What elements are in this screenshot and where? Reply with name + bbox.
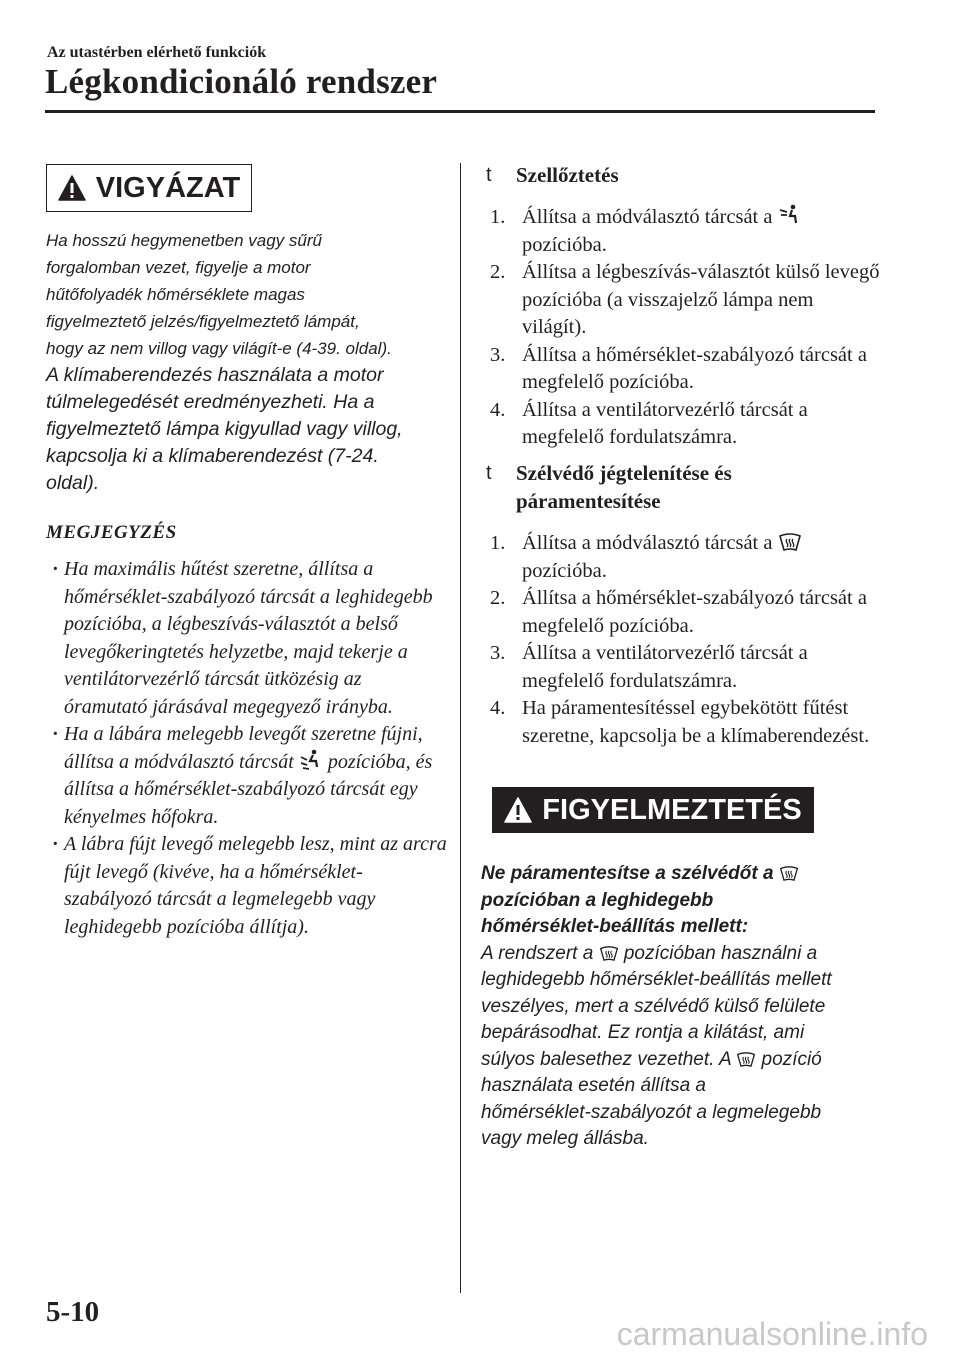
warning-line: leghidegebb hőmérséklet-beállítás mellett — [481, 969, 832, 990]
step-text: Állítsa a hőmérséklet-szabályozó tárcsát a megfelelő pozícióba. — [522, 343, 867, 393]
step-item — [486, 695, 881, 750]
column-divider — [460, 163, 461, 1293]
step-text: Állítsa a módválasztó tárcsát a — [522, 532, 773, 554]
caution-text — [46, 227, 446, 497]
defrost-steps — [486, 530, 881, 750]
ventilation-title: Szellőztetés — [516, 163, 619, 187]
warning-span: súlyos balesethez vezethet. A — [481, 1048, 731, 1070]
note-text: Ha maximális hűtést szeretne, állítsa a hőmérséklet-szabályozó tárcsát a leghidegebb pozícióba, a légbeszívás-választót a belső levegőkeringtetés helyzetbe, majd tekerje a ventilátorvezérlő tárcsát ütközésig az óramutató járásával megegyező irányba. — [64, 558, 433, 718]
warning-triangle-icon — [504, 797, 532, 823]
windshield-defrost-icon — [599, 945, 619, 962]
step-item — [486, 585, 881, 640]
warning-line — [481, 1047, 891, 1074]
step-text: Állítsa a légbeszívás-választót külső levegő pozícióba (a visszajelző lámpa nem világít). — [522, 261, 880, 338]
ventilation-steps — [486, 204, 881, 452]
note-heading: MEGJEGYZÉS — [46, 522, 177, 543]
step-item — [486, 640, 881, 695]
windshield-defrost-icon — [779, 865, 799, 882]
caution-line: figyelmeztető lámpa kigyullad vagy villog, — [46, 418, 403, 440]
warning-label: FIGYELMEZTETÉS — [542, 793, 802, 826]
step-text: pozícióba. — [522, 233, 607, 256]
warning-line: hőmérséklet-szabályozót a legmelegebb — [481, 1101, 822, 1123]
warning-line: használata esetén állítsa a — [481, 1075, 706, 1096]
caution-line: A klímaberendezés használata a motor — [46, 364, 384, 386]
warning-banner — [492, 787, 814, 833]
warning-span: A rendszert a — [481, 942, 594, 964]
step-number: 4. — [490, 697, 506, 719]
warning-line: veszélyes, mert a szélvédő külső felülete — [481, 995, 826, 1017]
face-vent-mode-icon — [778, 204, 800, 226]
header-divider — [45, 110, 875, 113]
note-text: Ha a lábára melegebb levegőt szeretne fújni, állítsa a módválasztó tárcsát — [64, 723, 423, 773]
floor-vent-mode-icon — [299, 749, 323, 771]
page-title: Légkondicionáló rendszer — [45, 62, 438, 101]
defrost-title-line: Szélvédő jégtelenítése és — [516, 461, 732, 485]
step-text: Állítsa a ventilátorvezérlő tárcsát a megfelelő fordulatszámra. — [522, 398, 808, 448]
caution-line: oldal). — [46, 472, 100, 494]
note-text: pozícióba, és állítsa a hőmérséklet-szabályozó tárcsát egy kényelmes hőfokra. — [64, 750, 433, 828]
step-text: Állítsa a ventilátorvezérlő tárcsát a megfelelő fordulatszámra. — [522, 642, 808, 692]
caution-banner — [46, 164, 252, 212]
section-marker: t — [486, 164, 492, 186]
step-text: Ha páramentesítéssel egybekötött fűtést szeretne, kapcsolja be a klímaberendezést. — [522, 697, 870, 747]
caution-line: Ha hosszú hegymenetben vagy sűrű — [46, 231, 322, 250]
ventilation-heading — [486, 161, 619, 189]
caution-line: hogy az nem villog vagy világít-e (4-39. oldal). — [46, 339, 392, 358]
caution-line: figyelmeztető jelzés/figyelmeztető lámpát, — [46, 312, 360, 331]
warning-line: pozícióban a leghidegebb — [481, 889, 714, 911]
step-number: 1. — [490, 532, 506, 554]
step-number: 2. — [490, 587, 506, 609]
page-number: 5-10 — [46, 1296, 100, 1328]
step-number: 3. — [490, 343, 506, 366]
step-item — [486, 530, 881, 585]
caution-label: VIGYÁZAT — [95, 171, 241, 204]
step-number: 1. — [490, 206, 506, 228]
warning-span: pozícióban használni a — [623, 942, 818, 964]
step-text: Állítsa a módválasztó tárcsát a — [522, 206, 773, 228]
section-marker: t — [486, 462, 492, 484]
step-item — [486, 397, 881, 452]
caution-line: hűtőfolyadék hőmérséklete magas — [46, 285, 305, 304]
watermark: carmanualsonline.info — [616, 1316, 928, 1352]
note-text: A lábra fújt levegő melegebb lesz, mint az arcra fújt levegő (kivéve, ha a hőmérséklet-szabályozó tárcsát a legmelegebb vagy leghidegebb pozícióba állítja). — [64, 833, 447, 938]
warning-span: Ne páramentesítse a szélvédőt a — [481, 863, 774, 884]
caution-line: túlmelegedését eredményezheti. Ha a — [46, 391, 375, 413]
note-item — [48, 556, 448, 721]
step-number: 4. — [490, 398, 506, 421]
warning-span: pozíció — [761, 1048, 822, 1070]
note-list — [48, 556, 448, 941]
step-text: Állítsa a hőmérséklet-szabályozó tárcsát a megfelelő pozícióba. — [522, 587, 867, 637]
warning-line — [481, 941, 891, 968]
step-number: 3. — [490, 642, 506, 664]
windshield-defrost-icon — [778, 532, 802, 552]
step-item — [486, 259, 881, 342]
step-number: 2. — [490, 261, 506, 283]
section-label: Az utastérben elérhető funkciók — [47, 44, 267, 61]
warning-triangle-icon — [58, 175, 86, 201]
step-text: pozícióba. — [522, 559, 607, 582]
windshield-defrost-icon — [736, 1051, 756, 1068]
warning-line — [481, 861, 891, 888]
note-item — [48, 831, 448, 941]
caution-line: forgalomban vezet, figyelje a motor — [46, 258, 311, 277]
note-item — [48, 721, 448, 831]
warning-text — [481, 861, 891, 1153]
caution-line: kapcsolja ki a klímaberendezést (7-24. — [46, 445, 379, 467]
warning-line: bepárásodhat. Ez rontja a kilátást, ami — [481, 1022, 805, 1043]
step-item — [486, 204, 881, 259]
warning-line: vagy meleg állásba. — [481, 1128, 649, 1149]
defrost-title-line: páramentesítése — [516, 489, 661, 513]
warning-line: hőmérséklet-beállítás mellett: — [481, 916, 749, 937]
defrost-heading — [486, 459, 732, 515]
step-item — [486, 342, 881, 397]
